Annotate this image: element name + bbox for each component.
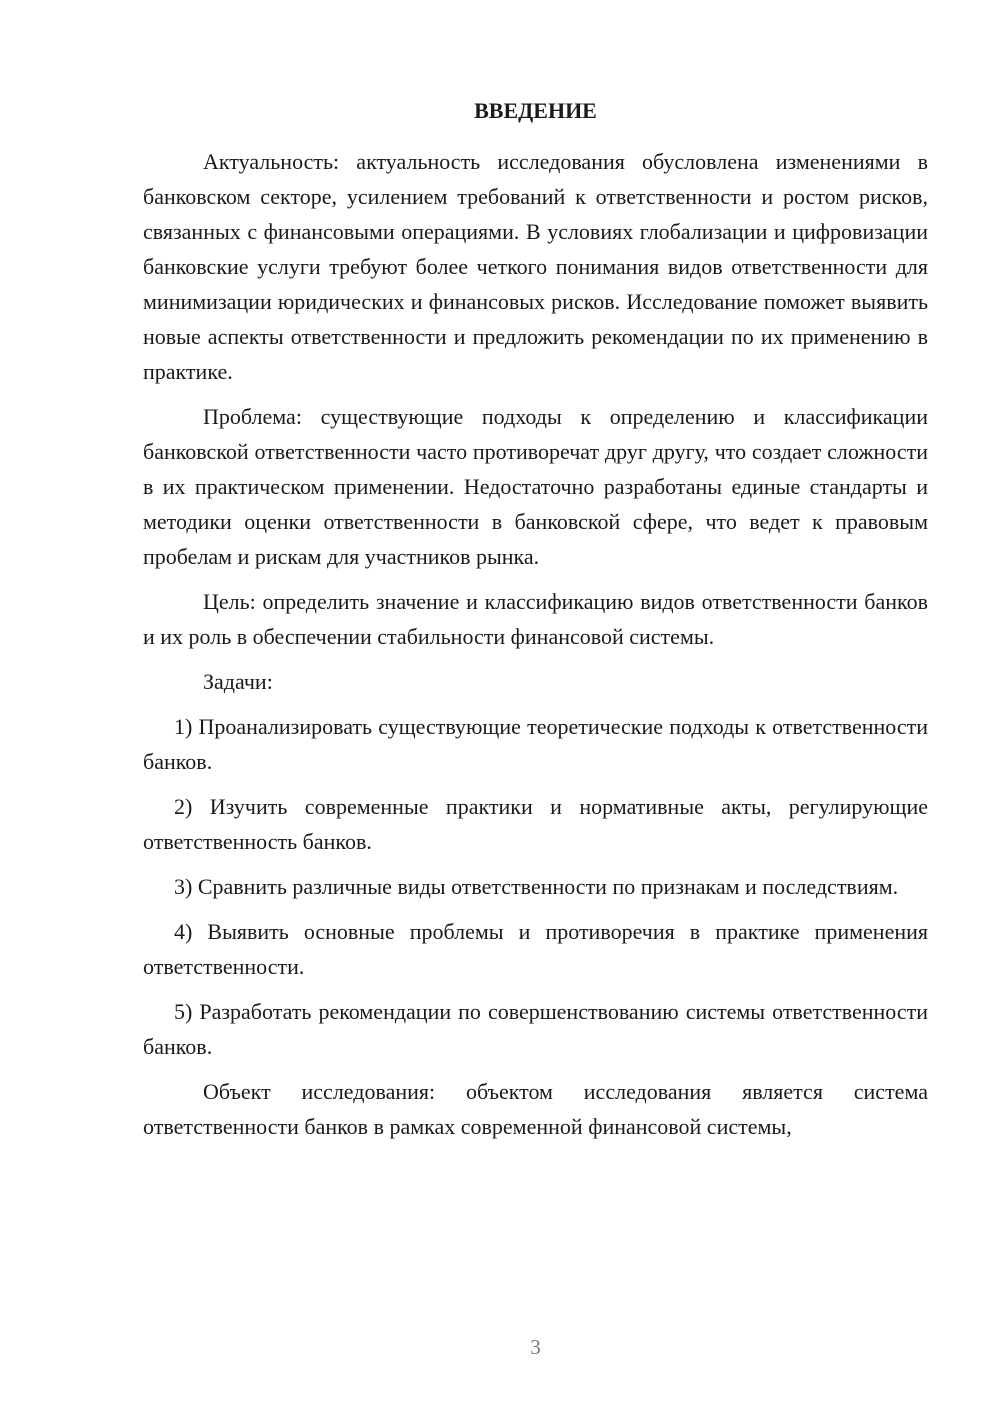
page-number: 3 [530,1335,541,1359]
relevance-paragraph: Актуальность: актуальность исследования обусловлена изменениями в банковском секторе, усилением требований к ответственности и ростом рисков, связанных с финансовыми операциями. В условиях глобализации и цифровизации банковские услуги требуют более четкого понимания видов ответственности для минимизации юридических и финансовых рисков. Исследование поможет выявить новые аспекты ответственности и предложить рекомендации по их применению в практике. [143,149,928,384]
task-item-4: 4) Выявить основные проблемы и противоречия в практике применения ответственности. [143,919,928,979]
problem-paragraph: Проблема: существующие подходы к определению и классификации банковской ответственности часто противоречат друг другу, что создает сложности в их практическом применении. Недостаточно разработаны единые стандарты и методики оценки ответственности в банковской сфере, что ведет к правовым пробелам и рискам для участников рынка. [143,404,928,569]
task-item-5: 5) Разработать рекомендации по совершенствованию системы ответственности банков. [143,999,928,1059]
research-object-paragraph: Объект исследования: объектом исследования является система ответственности банков в рамках современной финансовой системы, [143,1079,928,1139]
section-title: ВВЕДЕНИЕ [474,98,597,123]
task-item-3: 3) Сравнить различные виды ответственности по признакам и последствиям. [174,874,899,899]
task-item-1: 1) Проанализировать существующие теоретические подходы к ответственности банков. [143,714,928,774]
goal-paragraph: Цель: определить значение и классификацию видов ответственности банков и их роль в обеспечении стабильности финансовой системы. [143,589,928,649]
task-item-2: 2) Изучить современные практики и нормативные акты, регулирующие ответственность банков. [143,794,928,854]
tasks-heading: Задачи: [203,669,273,694]
document-body [143,144,928,1144]
